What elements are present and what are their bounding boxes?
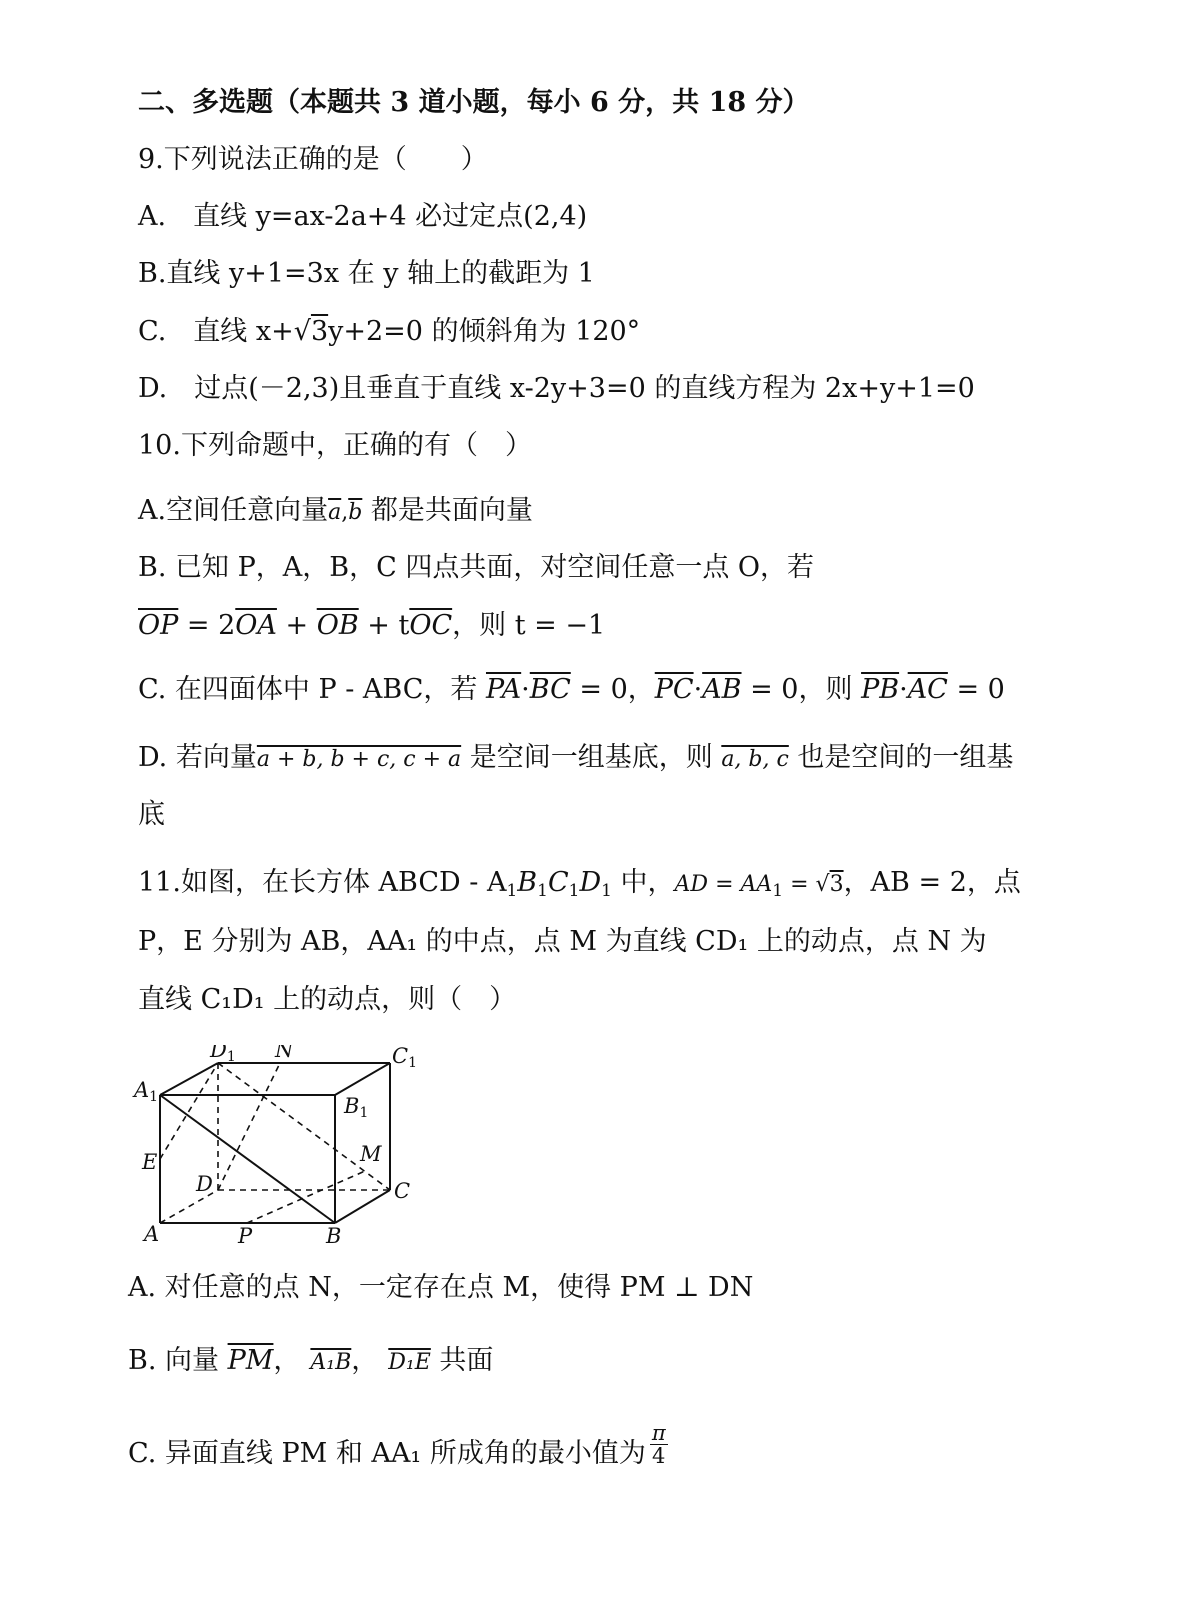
q9-option-d: D. 过点(－2,3)且垂直于直线 x-2y+3=0 的直线方程为 2x+y+1=0 [138, 373, 975, 404]
vector-bc: $\overline{BC}$ [529, 674, 571, 705]
q11-option-b [128, 1343, 493, 1381]
vector-pc: $\overline{PC}$ [654, 674, 694, 705]
eq-zero-then: = 0，则 [741, 674, 862, 705]
q11-line1 [138, 865, 1021, 909]
q9-c-suffix: y+2=0 的倾斜角为 120° [328, 316, 641, 347]
q10-stem: 10.下列命题中，正确的有（ ） [138, 430, 532, 461]
label-a1: A1 [134, 1078, 159, 1105]
letter: B [517, 867, 538, 898]
q9-option-a: A. 直线 y=ax-2a+4 必过定点(2,4) [138, 201, 588, 232]
plus: + [276, 610, 317, 641]
q10-option-d-line2: 底 [138, 799, 165, 830]
vector-sums: a + b, b + c, c + a [256, 747, 462, 772]
vector-pa: $\overline{PA}$ [485, 674, 522, 705]
letter: C [547, 867, 569, 898]
dot: · [521, 674, 530, 705]
plus-t: + t [358, 610, 410, 641]
vector-a1b: A₁B [310, 1350, 352, 1375]
label-b1: B1 [344, 1094, 369, 1121]
q11-cond-ad: AD = AA [674, 872, 773, 897]
q9-c-sqrt: 3 [310, 316, 329, 347]
vector-b: $\overline{b}$ [348, 500, 363, 525]
label-n: N [275, 1045, 294, 1062]
label-b: B [326, 1224, 342, 1248]
q10-option-d [138, 740, 1013, 778]
sep: ， [351, 1345, 379, 1376]
fraction-denominator: 4 [652, 1444, 666, 1468]
q11-option-c [128, 1421, 668, 1477]
letter: D [579, 867, 602, 898]
vector-oa: $\overline{OA}$ [235, 610, 277, 641]
fraction-numerator: π [651, 1421, 666, 1445]
vector-ac: $\overline{AC}$ [907, 674, 948, 705]
eq: = [783, 872, 816, 897]
label-p: P [238, 1224, 253, 1248]
label-c: C [394, 1179, 411, 1203]
eq-zero: = 0 [947, 674, 1005, 705]
dot: · [693, 674, 703, 705]
q10-c-prefix: C. 在四面体中 P - ABC，若 [138, 674, 486, 705]
vector-d1e: D₁E [388, 1350, 431, 1375]
edge-bc [335, 1190, 390, 1223]
section-header: 二、多选题（本题共 3 道小题，每小 6 分，共 18 分） [138, 87, 810, 118]
vector-op: $\overline{OP}$ [138, 610, 179, 641]
vector-oc: $\overline{OC}$ [409, 610, 453, 641]
vector-ob: $\overline{OB}$ [316, 610, 359, 641]
q11-line2: P，E 分别为 AB，AA₁ 的中点，点 M 为直线 CD₁ 上的动点，点 N 为 [138, 926, 987, 957]
q10-a-suffix: 都是共面向量 [362, 495, 533, 526]
fraction-pi-over-4 [650, 1422, 668, 1467]
label-m: M [360, 1142, 382, 1166]
edge-b1c1 [335, 1063, 390, 1095]
sub: 1 [506, 881, 518, 901]
q9-option-b: B.直线 y+1=3x 在 y 轴上的截距为 1 [138, 258, 595, 289]
eq-2: = 2 [178, 610, 236, 641]
dot: · [899, 674, 908, 705]
vector-abc: a, b, c [721, 747, 789, 772]
segment-d1e [160, 1063, 218, 1159]
sep: ， [273, 1345, 301, 1376]
vector-pb: $\overline{PB}$ [861, 674, 900, 705]
sqrt-symbol: √ [815, 872, 830, 897]
q10-d-suffix: 也是空间的一组基 [788, 742, 1014, 773]
q11-prefix: 11.如图，在长方体 ABCD - A [138, 867, 507, 898]
label-e: E [142, 1150, 158, 1174]
q11-cond-ab: ，AB = 2，点 [843, 867, 1021, 898]
then-t: ，则 t = −1 [452, 610, 606, 641]
q10-option-b-line1: B. 已知 P，A，B，C 四点共面，对空间任意一点 O，若 [138, 552, 815, 583]
cuboid-figure [130, 1045, 460, 1270]
q11-mid: 中， [611, 867, 675, 898]
vector-ab: $\overline{AB}$ [702, 674, 742, 705]
label-c1: C1 [392, 1045, 417, 1071]
eq-zero: = 0， [570, 674, 655, 705]
label-d1: D1 [210, 1045, 236, 1065]
q11-line3: 直线 C₁D₁ 上的动点，则（ ） [138, 984, 517, 1015]
q10-d-mid: 是空间一组基底，则 [461, 742, 722, 773]
q10-option-b-line2 [138, 608, 605, 644]
segment-d1c [218, 1063, 390, 1190]
q10-option-a [138, 493, 533, 531]
q9-stem: 9.下列说法正确的是（ ） [138, 144, 488, 175]
q11-b-prefix: B. 向量 [128, 1345, 228, 1376]
q10-a-prefix: A.空间任意向量 [138, 495, 329, 526]
cuboid-diagram [130, 1045, 460, 1270]
q11-b-suffix: 共面 [430, 1345, 494, 1376]
q9-c-prefix: C. 直线 x+ [138, 316, 294, 347]
sub: 1 [568, 881, 580, 901]
q10-option-c [138, 672, 1005, 708]
sub: 1 [601, 881, 612, 901]
vector-a: $\overline{a}$ [328, 500, 342, 525]
edge-a1d1 [160, 1063, 218, 1095]
segment-a1b [160, 1095, 335, 1223]
sqrt-symbol: √ [293, 316, 311, 347]
sqrt-value: 3 [829, 872, 844, 897]
q10-d-prefix: D. 若向量 [138, 742, 257, 773]
q11-c-prefix: C. 异面直线 PM 和 AA₁ 所成角的最小值为 [128, 1438, 646, 1469]
vector-pm: $\overline{PM}$ [227, 1345, 274, 1376]
q11-option-a: A. 对任意的点 N，一定存在点 M，使得 PM ⊥ DN [128, 1272, 754, 1303]
comma: , [341, 500, 349, 525]
q9-option-c [138, 314, 640, 350]
segment-dn [218, 1063, 280, 1190]
sub: 1 [772, 881, 784, 901]
label-a: A [144, 1222, 160, 1246]
sub: 1 [537, 881, 548, 901]
label-d: D [196, 1172, 213, 1196]
